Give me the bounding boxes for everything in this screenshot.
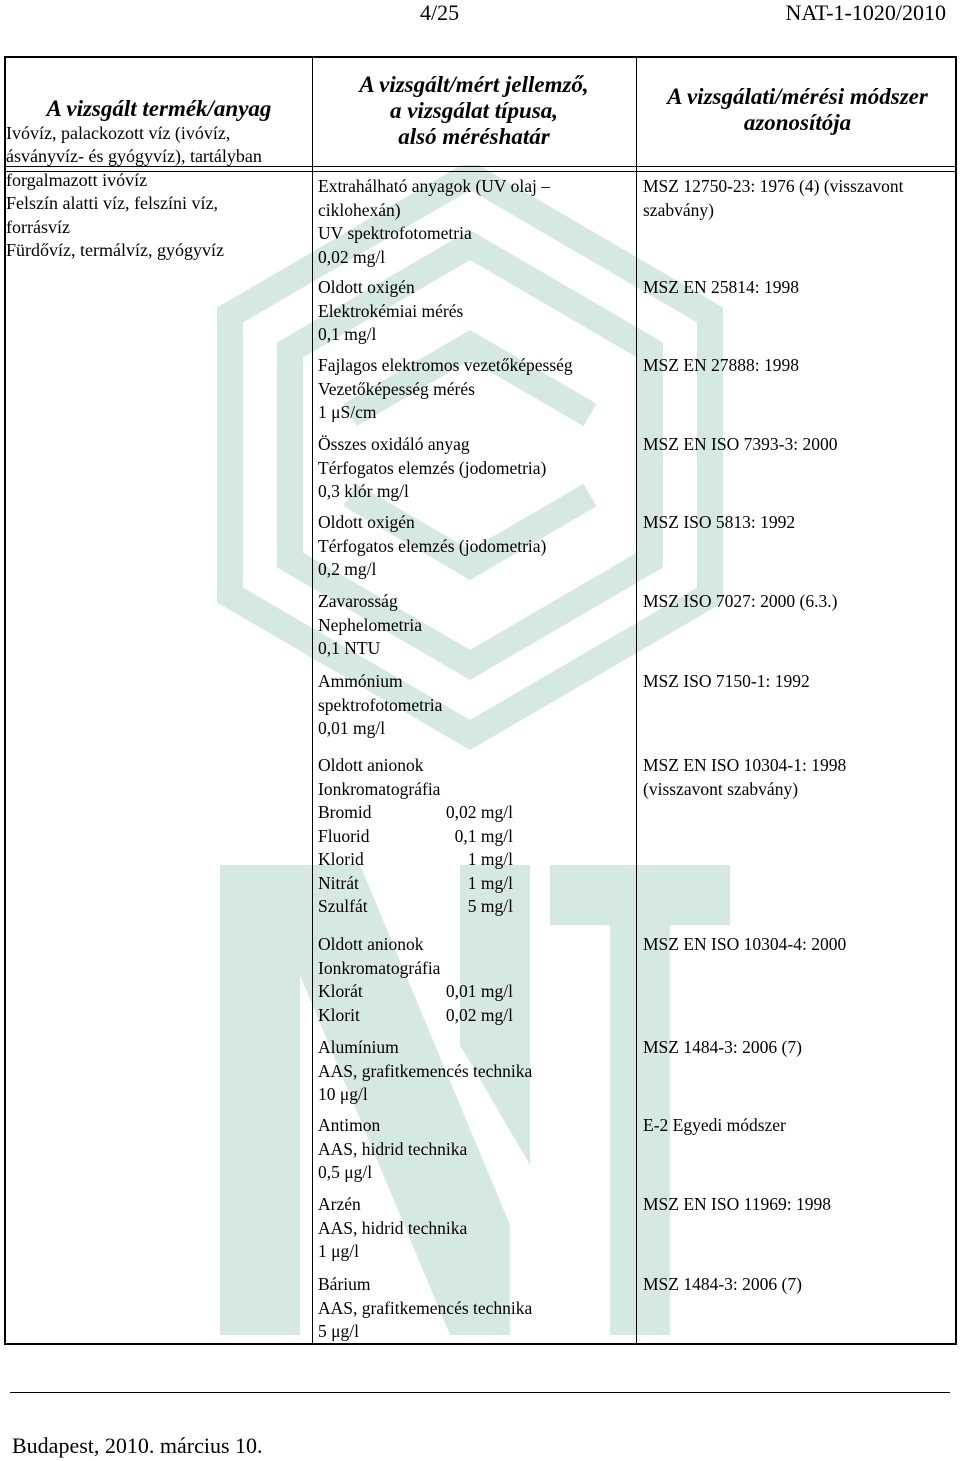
method-identifier: MSZ EN ISO 10304-1: 1998	[643, 755, 847, 775]
property-line: Oldott anionok	[318, 934, 424, 954]
property-line: UV spektrofotometria	[318, 223, 472, 243]
property-line: 0,1 NTU	[318, 638, 381, 658]
property-line: Extrahálható anyagok (UV olaj –	[318, 176, 550, 196]
property-line: Térfogatos elemzés (jodometria)	[318, 457, 547, 478]
product-line: Ivóvíz, palackozott víz (ivóvíz,	[6, 123, 231, 143]
column-header-method: A vizsgálati/mérési módszer azonosítója	[667, 84, 928, 135]
method-cell	[643, 754, 948, 801]
method-identifier: (visszavont szabvány)	[643, 778, 799, 799]
product-line: forgalmazott ivóvíz	[6, 169, 148, 190]
test-property-cell	[318, 1036, 633, 1107]
method-cell	[643, 1273, 948, 1297]
property-line: 0,01 mg/l	[318, 718, 386, 738]
test-property-cell	[318, 433, 633, 504]
product-line: Felszín alatti víz, felszíni víz,	[6, 193, 218, 214]
analyte-limit-row	[318, 801, 513, 825]
property-line: Ammónium	[318, 671, 403, 691]
test-property-cell	[318, 1114, 633, 1185]
column-divider	[636, 58, 637, 1343]
method-identifier: MSZ 12750-23: 1976 (4) (visszavont	[643, 176, 904, 196]
test-property-cell	[318, 175, 633, 269]
property-line: spektrofotometria	[318, 694, 443, 715]
analyte-limit-row	[318, 825, 513, 849]
test-property-cell	[318, 754, 633, 919]
property-line: 1 μg/l	[318, 1241, 359, 1261]
property-line: Ionkromatográfia	[318, 957, 441, 978]
method-identifier: E-2 Egyedi módszer	[643, 1115, 786, 1135]
test-property-cell	[318, 933, 633, 1027]
method-identifier: MSZ EN 25814: 1998	[643, 277, 800, 297]
method-cell	[643, 276, 948, 300]
method-identifier: MSZ EN ISO 10304-4: 2000	[643, 934, 847, 954]
page-number: 4/25	[420, 0, 460, 25]
property-line: Arzén	[318, 1194, 361, 1214]
method-cell	[643, 511, 948, 535]
analyte-name: Klorid	[318, 849, 364, 869]
detection-limit: 0,01 mg/l	[445, 981, 513, 1001]
property-line: AAS, grafitkemencés technika	[318, 1060, 533, 1081]
property-line: Ionkromatográfia	[318, 778, 441, 799]
test-property-cell	[318, 276, 633, 347]
product-line: Fürdővíz, termálvíz, gyógyvíz	[6, 240, 224, 261]
property-line: AAS, hidrid technika	[318, 1217, 468, 1238]
method-cell	[643, 1193, 948, 1217]
method-cell	[643, 175, 948, 222]
test-property-cell	[318, 670, 633, 741]
analyte-name: Fluorid	[318, 825, 370, 846]
property-line: AAS, hidrid technika	[318, 1138, 468, 1159]
detection-limit: 0,1 mg/l	[454, 825, 513, 846]
property-line: Oldott oxigén	[318, 512, 415, 532]
method-cell	[643, 670, 948, 694]
analyte-limit-row	[318, 895, 513, 919]
footer-divider	[10, 1392, 950, 1393]
analyte-name: Szulfát	[318, 896, 368, 916]
analyte-name: Klorit	[318, 1004, 360, 1025]
analyte-limit-row	[318, 980, 513, 1004]
product-list	[6, 122, 306, 262]
detection-limit: 1 mg/l	[467, 849, 513, 869]
analyte-name: Bromid	[318, 802, 372, 822]
method-cell	[643, 433, 948, 457]
analyte-limit-row	[318, 1004, 513, 1028]
analyte-name: Klorát	[318, 981, 363, 1001]
property-line: Bárium	[318, 1274, 371, 1294]
property-line: 0,1 mg/l	[318, 324, 377, 344]
property-line: 1 μS/cm	[318, 402, 377, 422]
method-identifier: MSZ ISO 7150-1: 1992	[643, 671, 810, 691]
detection-limit: 0,02 mg/l	[445, 1004, 513, 1025]
column-header-property: A vizsgált/mért jellemző, a vizsgálat típusa, alsó méréshatár	[359, 72, 589, 149]
method-identifier: MSZ EN ISO 7393-3: 2000	[643, 434, 838, 454]
method-cell	[643, 354, 948, 378]
method-cell	[643, 1036, 948, 1060]
detection-limit: 5 mg/l	[467, 896, 513, 916]
method-cell	[643, 1114, 948, 1138]
property-line: 0,02 mg/l	[318, 246, 386, 267]
detection-limit: 1 mg/l	[467, 872, 513, 893]
property-line: 5 μg/l	[318, 1321, 359, 1341]
test-property-cell	[318, 1273, 633, 1344]
method-cell	[643, 590, 948, 614]
property-line: Vezetőképesség mérés	[318, 378, 475, 399]
detection-limit: 0,02 mg/l	[445, 802, 513, 822]
property-line: Fajlagos elektromos vezetőképesség	[318, 355, 573, 375]
method-identifier: MSZ ISO 7027: 2000 (6.3.)	[643, 591, 838, 611]
property-line: AAS, grafitkemencés technika	[318, 1297, 533, 1318]
analyte-limit-row	[318, 872, 513, 896]
column-header-product: A vizsgált termék/anyag	[46, 96, 272, 121]
column-divider	[312, 58, 313, 1343]
property-line: Nephelometria	[318, 614, 422, 635]
method-identifier: szabvány)	[643, 199, 714, 220]
property-line: ciklohexán)	[318, 199, 401, 220]
test-property-cell	[318, 511, 633, 582]
property-line: Oldott oxigén	[318, 277, 415, 297]
product-line: forrásvíz	[6, 216, 70, 237]
test-property-cell	[318, 1193, 633, 1264]
method-identifier: MSZ 1484-3: 2006 (7)	[643, 1274, 802, 1294]
property-line: 0,2 mg/l	[318, 559, 377, 579]
analyte-limit-row	[318, 848, 513, 872]
property-line: Térfogatos elemzés (jodometria)	[318, 535, 547, 556]
property-line: Oldott anionok	[318, 755, 424, 775]
property-line: 0,5 μg/l	[318, 1162, 373, 1182]
property-line: 10 μg/l	[318, 1084, 368, 1104]
analyte-name: Nitrát	[318, 872, 359, 893]
property-line: Összes oxidáló anyag	[318, 434, 470, 454]
method-identifier: MSZ EN ISO 11969: 1998	[643, 1194, 831, 1214]
method-identifier: MSZ ISO 5813: 1992	[643, 512, 796, 532]
test-property-cell	[318, 354, 633, 425]
method-identifier: MSZ EN 27888: 1998	[643, 355, 800, 375]
place-date: Budapest, 2010. március 10.	[12, 1433, 263, 1458]
method-identifier: MSZ 1484-3: 2006 (7)	[643, 1037, 802, 1057]
property-line: 0,3 klór mg/l	[318, 481, 409, 501]
property-line: Alumínium	[318, 1037, 399, 1057]
property-line: Zavarosság	[318, 591, 398, 611]
method-cell	[643, 933, 948, 957]
property-line: Elektrokémiai mérés	[318, 300, 464, 321]
property-line: Antimon	[318, 1115, 381, 1135]
document-id: NAT-1-1020/2010	[785, 0, 946, 25]
test-property-cell	[318, 590, 633, 661]
page-header	[0, 0, 960, 30]
product-line: ásványvíz- és gyógyvíz), tartályban	[6, 146, 262, 167]
